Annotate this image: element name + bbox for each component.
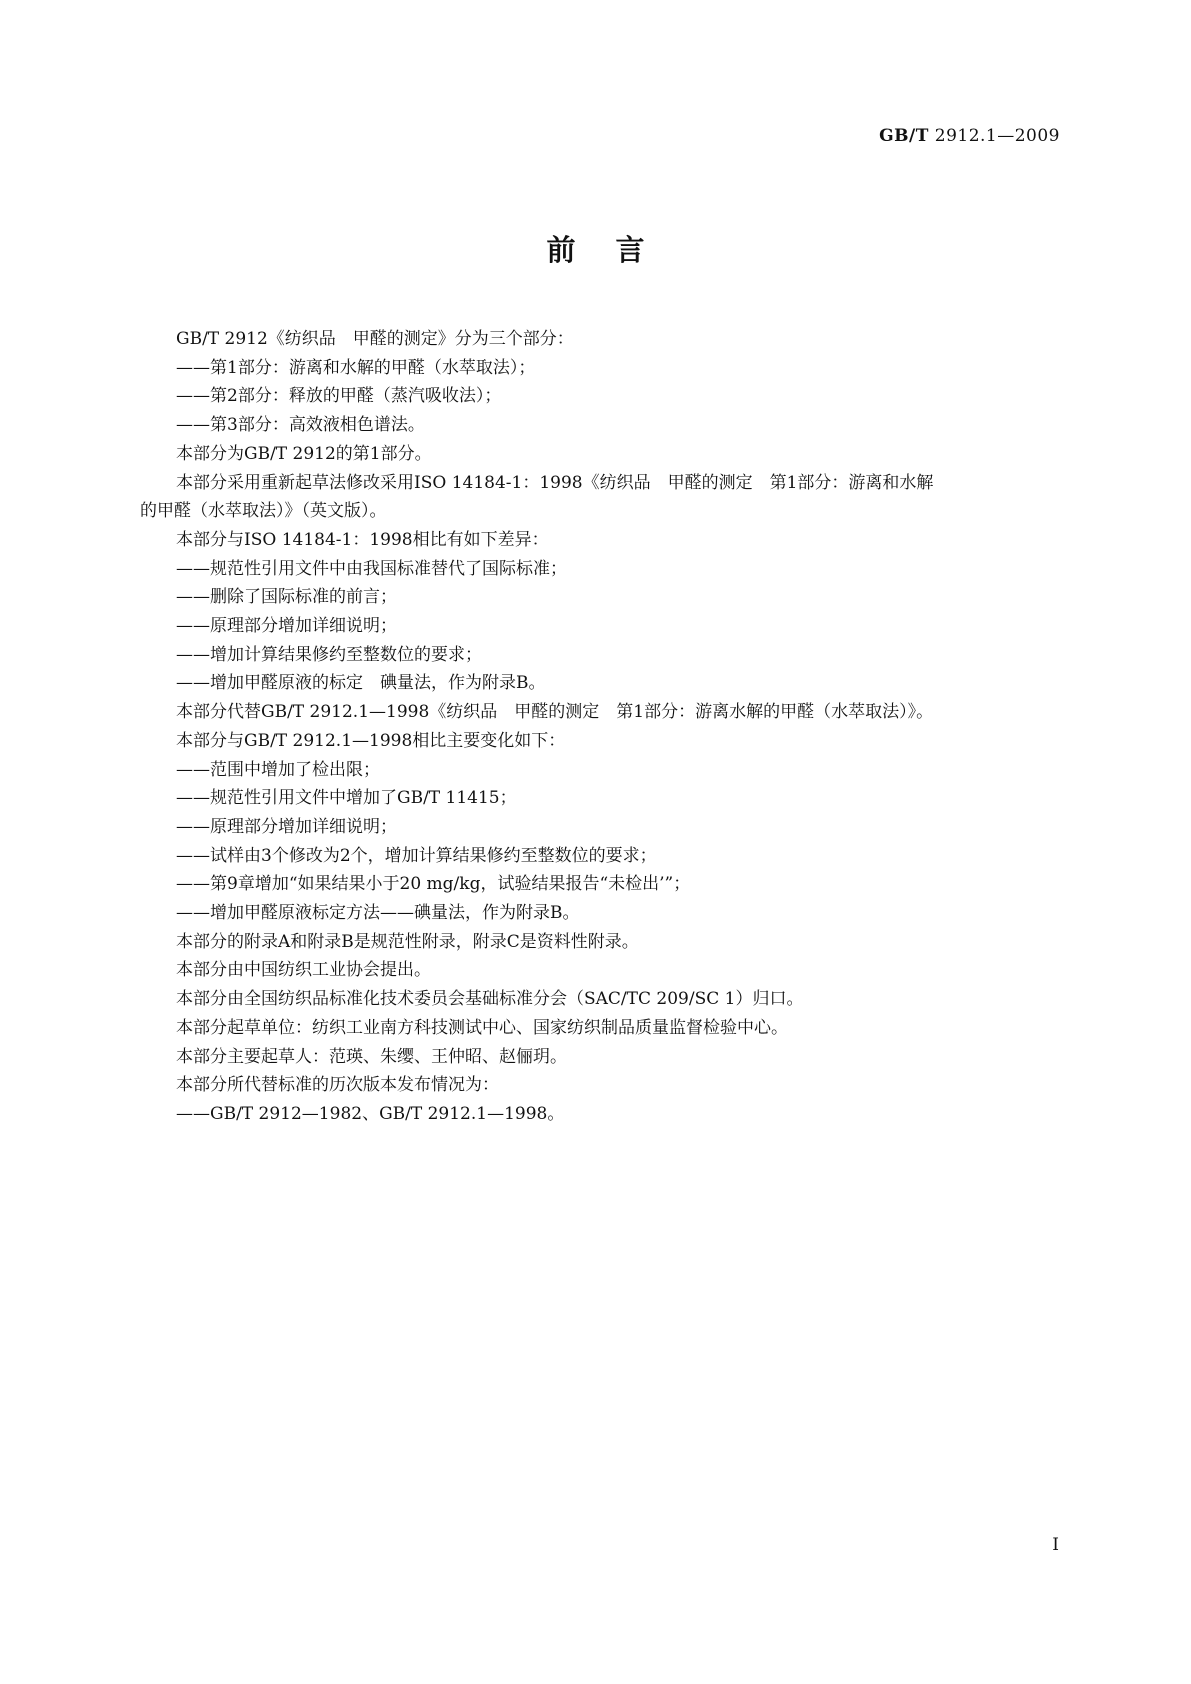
- paragraph-continuation: 的甲醛（水萃取法）》（英文版）。: [140, 501, 387, 522]
- list-item: ——增加甲醛原液标定方法——碘量法，作为附录B。: [176, 903, 580, 924]
- list-item: ——删除了国际标准的前言；: [176, 587, 397, 608]
- page-title: 前言: [546, 233, 685, 267]
- list-item: ——第1部分：游离和水解的甲醛（水萃取法）；: [176, 357, 536, 378]
- paragraph: GB/T 2912《纺织品 甲醛的测定》分为三个部分：: [176, 329, 574, 349]
- list-item: ——增加计算结果修约至整数位的要求；: [176, 644, 482, 665]
- paragraph: 本部分的附录A和附录B是规范性附录，附录C是资料性附录。: [176, 931, 639, 952]
- paragraph: 本部分与GB/T 2912.1—1998相比主要变化如下：: [176, 730, 566, 751]
- foreword-body: [140, 325, 1064, 1129]
- paragraph: 本部分由全国纺织品标准化技术委员会基础标准分会（SAC/TC 209/SC 1）归口。: [176, 989, 804, 1010]
- standard-code-header: [879, 126, 1060, 146]
- paragraph: 本部分与ISO 14184-1：1998相比有如下差异：: [176, 529, 549, 550]
- list-item: ——第2部分：释放的甲醛（蒸汽吸收法）；: [176, 386, 502, 407]
- list-item: ——第3部分：高效液相色谱法。: [176, 415, 425, 436]
- paragraph: 本部分采用重新起草法修改采用ISO 14184-1：1998《纺织品 甲醛的测定 第1部分：游离和水解: [176, 472, 934, 493]
- paragraph: 本部分代替GB/T 2912.1—1998《纺织品 甲醛的测定 第1部分：游离水解的甲醛（水萃取法）》。: [176, 702, 934, 723]
- paragraph: 本部分所代替标准的历次版本发布情况为：: [176, 1075, 499, 1096]
- paragraph: 本部分起草单位：纺织工业南方科技测试中心、国家纺织制品质量监督检验中心。: [176, 1017, 788, 1038]
- list-item: ——GB/T 2912—1982、GB/T 2912.1—1998。: [176, 1103, 565, 1124]
- list-item: ——第9章增加“如果结果小于20 mg/kg，试验结果报告“未检出’”；: [176, 874, 691, 895]
- list-item: ——试样由3个修改为2个，增加计算结果修约至整数位的要求；: [176, 845, 657, 866]
- paragraph: 本部分主要起草人：范瑛、朱缨、王仲昭、赵俪玥。: [176, 1046, 567, 1067]
- paragraph: 本部分为GB/T 2912的第1部分。: [176, 443, 432, 464]
- standard-prefix: GB/T: [879, 126, 929, 146]
- list-item: ——原理部分增加详细说明；: [176, 616, 397, 637]
- list-item: ——增加甲醛原液的标定 碘量法，作为附录B。: [176, 673, 546, 694]
- list-item: ——规范性引用文件中由我国标准替代了国际标准；: [176, 558, 567, 579]
- paragraph: 本部分由中国纺织工业协会提出。: [176, 960, 431, 981]
- list-item: ——规范性引用文件中增加了GB/T 11415；: [176, 788, 517, 809]
- standard-number: 2912.1—2009: [934, 126, 1060, 146]
- list-item: ——范围中增加了检出限；: [176, 759, 380, 780]
- list-item: ——原理部分增加详细说明；: [176, 816, 397, 837]
- page-number: I: [1052, 1535, 1059, 1555]
